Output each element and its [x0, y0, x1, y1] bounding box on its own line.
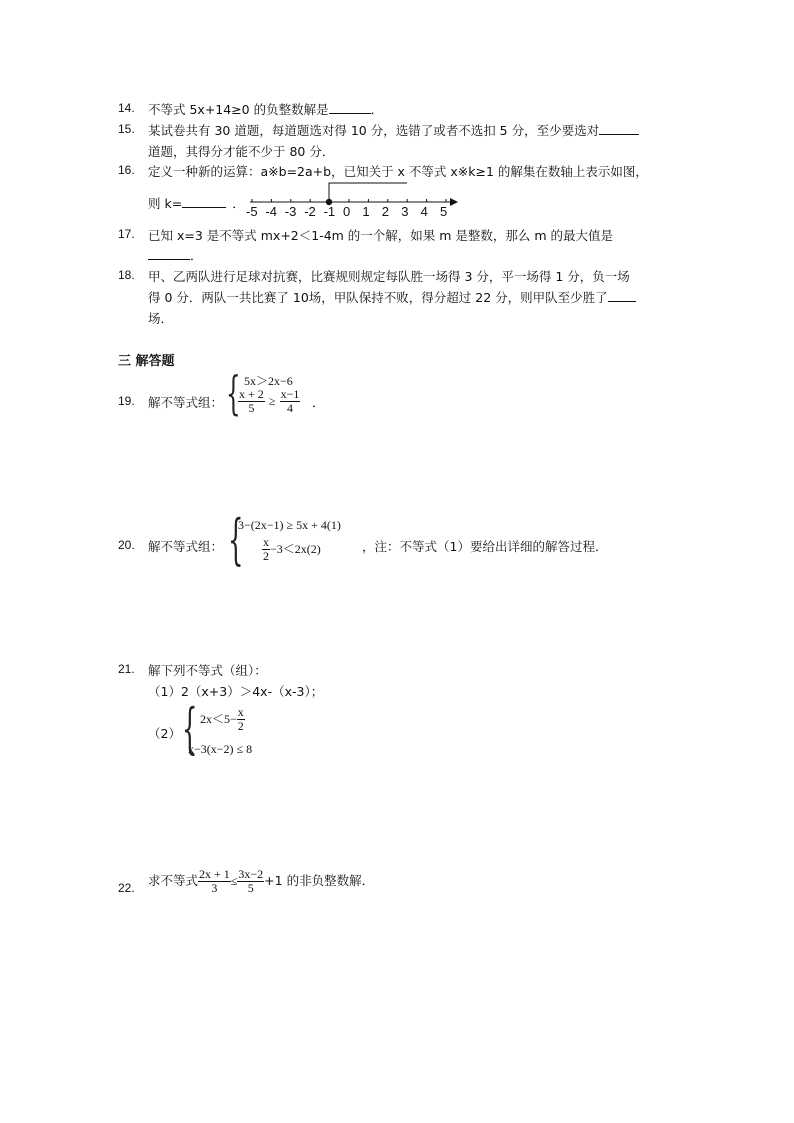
q14-tail: ． [370, 102, 384, 117]
q18-line3: 场． [148, 311, 174, 326]
q18-answer-blank[interactable] [608, 289, 636, 302]
q21-fraction: $\frac{x}{2}$ [237, 705, 244, 733]
q16-prefix: 则 k= [148, 196, 183, 211]
q15-answer-blank[interactable] [599, 122, 639, 135]
q17-line2 [148, 246, 203, 264]
q21-label: 解下列不等式（组）： [148, 663, 267, 678]
q22-relation: ≤ [230, 874, 238, 888]
q19-brace: { [226, 366, 241, 420]
q16-answer-blank[interactable] [182, 195, 226, 208]
q21-part1: （1）2（x+3）＞4x-（x-3）； [148, 684, 324, 699]
axis-tick-label: 1 [362, 204, 370, 219]
axis-tick-label: 5 [440, 204, 448, 219]
q19-inequality-1: 5x＞2x−6 [244, 374, 293, 388]
q19-fraction-1: $\frac{x + 2}{5}$ [239, 387, 264, 415]
q14-text [148, 100, 383, 118]
q17-answer-blank[interactable] [148, 247, 190, 260]
q20-fraction: $\frac{x}{2}$ [263, 535, 269, 563]
axis-tick-label: -2 [304, 204, 316, 219]
q20-label: 解不等式组： [148, 539, 224, 554]
q19-inequality-2 [238, 388, 300, 415]
q14-number: 14. [118, 101, 135, 115]
q18-line1: 甲、乙两队进行足球对抗赛，比赛规则规定每队胜一场得 3 分，平一场得 1 分，负一场 [148, 269, 630, 284]
q16-number-line [244, 180, 464, 224]
q22-text [148, 868, 374, 895]
q20-inequality-1: 3−(2x−1) ≥ 5x + 4(1) [238, 518, 341, 532]
number-line-svg [244, 180, 464, 224]
q20-brace: { [228, 508, 244, 571]
q20-inequality-2 [262, 536, 321, 563]
q21-part2-label: （2） [148, 726, 181, 741]
q15-line1 [148, 121, 639, 139]
q16-number: 16. [118, 163, 135, 177]
q21-inequality-1 [200, 706, 245, 733]
q15-number: 15. [118, 122, 135, 136]
q16-tail: ． [232, 196, 245, 211]
q19-tail: ． [312, 395, 325, 410]
q18-line2 [148, 288, 636, 306]
q19-fraction-2: $\frac{x-1}{4}$ [280, 387, 300, 415]
q20-number: 20. [118, 538, 135, 552]
q21-brace: { [182, 697, 198, 760]
axis-tick-label: 2 [381, 204, 390, 219]
axis-tick-label: -4 [265, 204, 277, 219]
q17-number: 17. [118, 227, 135, 241]
q14-question: 不等式 5x+14≥0 的负整数解是 [148, 102, 329, 117]
axis-tick-label: 0 [343, 204, 351, 219]
q21-ineq1-left: 2x＜5− [200, 712, 237, 726]
q21-number: 21. [118, 662, 135, 676]
q18-number: 18. [118, 268, 135, 282]
axis-tick-label: 3 [401, 204, 409, 219]
q19-label: 解不等式组： [148, 395, 224, 410]
axis-arrow-icon [450, 198, 458, 206]
q21-inequality-2: x−3(x−2) ≤ 8 [188, 742, 253, 756]
q22-tail: +1 的非负整数解． [264, 873, 375, 888]
q22-fraction-1: $\frac{2x + 1}{3}$ [199, 867, 230, 895]
q17-tail: ． [190, 248, 203, 263]
q22-number: 22. [118, 881, 135, 895]
q16-line2 [148, 194, 245, 212]
q15-line2: 道题，其得分才能不少于 80 分． [148, 144, 335, 159]
axis-tick-label: 4 [420, 204, 428, 219]
axis-tick-label: -1 [323, 204, 336, 219]
q14-answer-blank[interactable] [329, 101, 371, 114]
q17-line1: 已知 x=3 是不等式 mx+2＜1-4m 的一个解，如果 m 是整数，那么 m 的最大值是 [148, 228, 614, 243]
q22-fraction-2: $\frac{3x-2}{5}$ [238, 867, 264, 895]
section-title: 三 解答题 [118, 354, 175, 369]
axis-tick-label: -5 [246, 204, 258, 219]
q20-note: ，注：不等式（1）要给出详细的解答过程． [362, 539, 608, 554]
q22-label: 求不等式 [148, 873, 199, 888]
q18-question-cont: 得 0 分．两队一共比赛了 10场，甲队保持不败，得分超过 22 分，则甲队至少胜了 [148, 290, 608, 305]
q19-relation: ≥ [268, 394, 276, 408]
q19-number: 19. [118, 394, 135, 408]
q15-question: 某试卷共有 30 道题，每道题选对得 10 分，选错了或者不选扣 5 分，至少要选对 [148, 123, 600, 138]
q16-line1: 定义一种新的运算：a※b=2a+b，已知关于 x 不等式 x※k≥1 的解集在数轴上表示如图， [148, 164, 648, 179]
axis-tick-label: -3 [284, 204, 297, 219]
q20-rest: −3＜2x(2) [270, 542, 321, 556]
